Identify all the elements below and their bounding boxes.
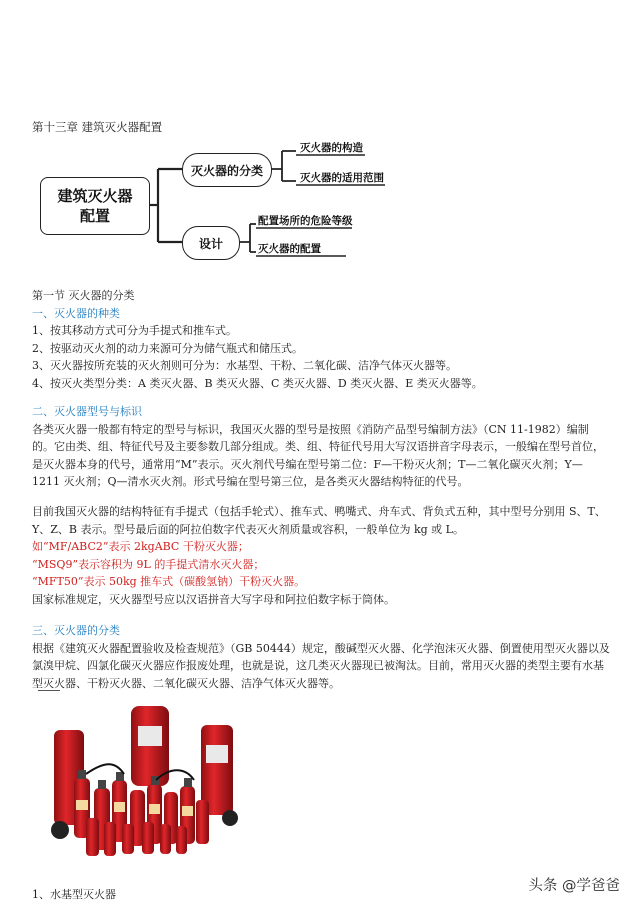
- list-item-water-based: 1、水基型灭火器: [32, 888, 116, 901]
- fire-extinguishers-photo: [46, 700, 241, 860]
- list-item: 3、灭火器按所充装的灭火剂则可分为：水基型、干粉、二氧化碳、洁净气体灭火器等。: [32, 359, 457, 372]
- mindmap-root: 建筑灭火器 配置: [40, 177, 150, 235]
- example-line: 如“MF/ABC2”表示 2kgABC 干粉灭火器；: [32, 540, 249, 553]
- mindmap-leaf-configuration: 灭火器的配置: [258, 243, 321, 255]
- mindmap-diagram: [30, 135, 390, 260]
- section-title: 第一节 灭火器的分类: [32, 289, 135, 302]
- section-block-2b: [32, 503, 610, 608]
- example-line: “MFT50”表示 50kg 推车式（碳酸氢钠）干粉灭火器。: [32, 575, 306, 588]
- heading-model-marking: 二、灭火器型号与标识: [32, 405, 142, 418]
- divider: [38, 690, 60, 691]
- heading-classification: 三、灭火器的分类: [32, 624, 120, 637]
- mindmap-leaf-hazard-level: 配置场所的危险等级: [258, 215, 353, 227]
- paragraph-classification: 根据《建筑灭火器配置验收及检查规范》（GB 50444）规定，酸碱型灭火器、化学泡沫灭火器、倒置使用型灭火器以及氯溴甲烷、四氯化碳灭火器应作报废处理，也就是说，这几类灭火器现已被淘汰。目前，常用灭火器的类型主要有水基型灭火器、干粉灭火器、二氧化碳灭火器、洁净气体灭火器等。: [32, 641, 610, 690]
- example-line: “MSQ9”表示容积为 9L 的手提式清水灭火器；: [32, 557, 265, 571]
- section-block-2: [32, 403, 610, 491]
- watermark: 头条 @学爸爸: [528, 878, 620, 894]
- list-item: 4、按灭火类型分类：A 类灭火器、B 类灭火器、C 类灭火器、D 类灭火器、E 类灭火器等。: [32, 376, 483, 390]
- list-item: 1、按其移动方式可分为手提式和推车式。: [32, 324, 237, 337]
- paragraph-model-1: 各类灭火器一般都有特定的型号与标识，我国灭火器的型号是按照《消防产品型号编制方法》（CN 11-1982）编制的。它由类、组、特征代号及主要参数几部分组成。类、组、特征代号用大写汉语拼音字母表示，一般编在型号首位，是灭火器本身的代号，通常用“M”表示。灭火剂代号编在型号第二位：F—干粉灭火剂；T—二氧化碳灭火剂；Y—1211 灭火剂；Q—清水灭火剂。形式号编在型号第三位，是各类灭火器结构特征的代号。: [32, 422, 604, 488]
- mindmap-branch-design: 设计: [182, 226, 240, 260]
- list-item: 2、按驱动灭火剂的动力来源可分为储气瓶式和储压式。: [32, 341, 303, 355]
- mindmap-branch-classification: 灭火器的分类: [182, 153, 272, 187]
- paragraph-model-2: 目前我国灭火器的结构特征有手提式（包括手轮式）、推车式、鸭嘴式、舟车式、背负式五种，其中型号分别用 S、T、Y、Z、B 表示。型号最后面的阿拉伯数字代表灭火剂质量或容积，一般单位为 kg 或 L。: [32, 505, 606, 536]
- mindmap-leaf-structure: 灭火器的构造: [300, 142, 363, 154]
- paragraph-model-3: 国家标准规定，灭火器型号应以汉语拼音大写字母和阿拉伯数字标于筒体。: [32, 592, 395, 606]
- section-block-3: [32, 622, 610, 692]
- chapter-title: 第十三章 建筑灭火器配置: [32, 120, 163, 134]
- section-block-1: [32, 287, 610, 392]
- mindmap-leaf-scope: 灭火器的适用范围: [300, 172, 384, 184]
- heading-types: 一、灭火器的种类: [32, 306, 120, 320]
